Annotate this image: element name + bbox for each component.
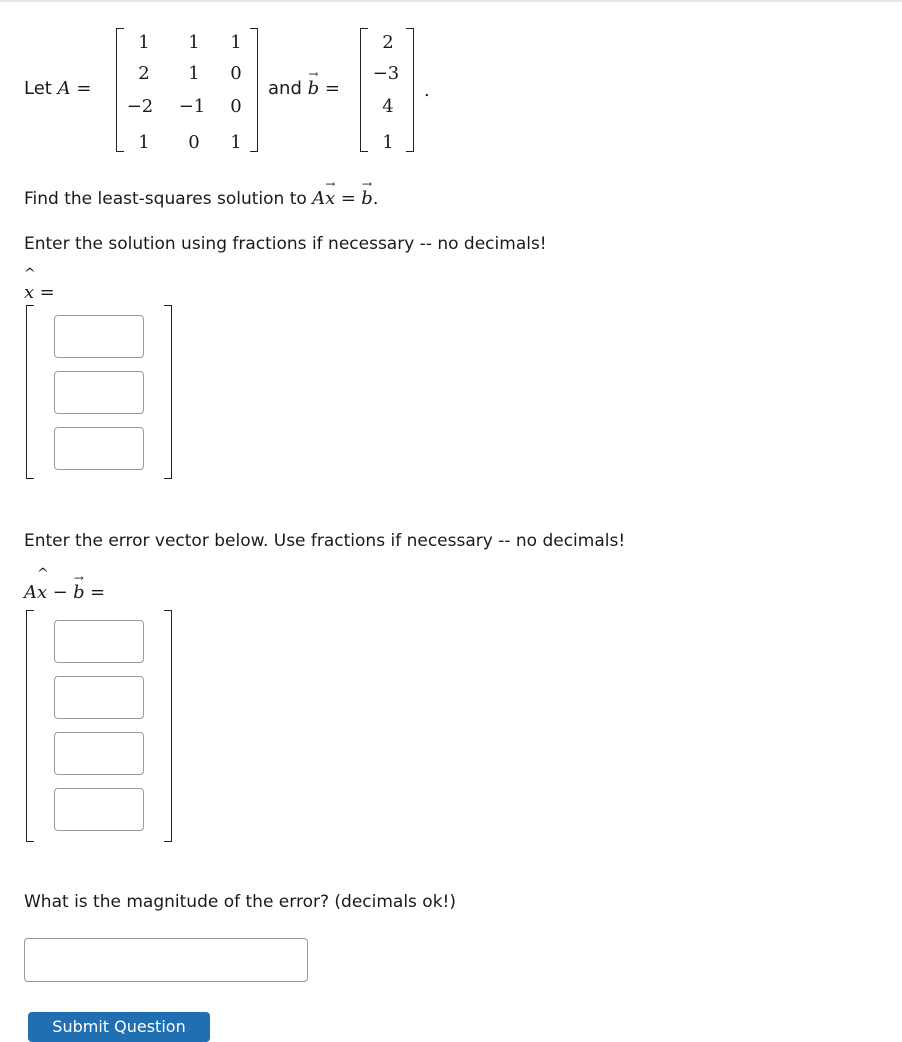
- matrix-a-cell: 0: [230, 96, 242, 117]
- q1-math-b-vector: → b: [361, 177, 373, 209]
- error-input-3[interactable]: [54, 732, 144, 775]
- and-text: and: [268, 78, 302, 99]
- equals-sign: =: [324, 78, 340, 99]
- x-hat-right-bracket: [164, 305, 172, 479]
- x-hat-letter: x: [24, 282, 35, 303]
- x-hat-left-bracket: [26, 305, 34, 479]
- error-input-1[interactable]: [54, 620, 144, 663]
- x-hat-equals: =: [39, 282, 55, 303]
- vector-b-left-bracket: [360, 28, 368, 152]
- let-text: Let: [24, 78, 52, 99]
- q1-math-x-vector: → x: [325, 177, 336, 209]
- matrix-a-cell: 2: [138, 63, 150, 84]
- error-left-bracket: [26, 610, 34, 842]
- vector-b-cell: 4: [382, 96, 394, 117]
- error-label-b-vector: → b: [73, 571, 85, 603]
- error-label-equals: =: [90, 582, 106, 603]
- matrix-a-cell: −2: [126, 96, 154, 117]
- q1-math-eq: =: [340, 188, 356, 209]
- q1-instruction: Enter the solution using fractions if necessary -- no decimals!: [24, 234, 547, 254]
- matrix-a-cell: 1: [138, 32, 150, 53]
- x-hat-input-2[interactable]: [54, 371, 144, 414]
- equals-sign: =: [76, 78, 92, 99]
- vector-b-letter: b: [307, 78, 320, 99]
- matrix-a-cell: 0: [188, 132, 200, 153]
- q2-instruction: Enter the error vector below. Use fractions if necessary -- no decimals!: [24, 531, 626, 551]
- x-hat-input-3[interactable]: [54, 427, 144, 470]
- error-label-b-letter: b: [73, 582, 85, 603]
- error-label-x-letter: x: [37, 582, 48, 603]
- q1-math-a: A: [312, 188, 326, 209]
- matrix-a-cell: 0: [230, 63, 242, 84]
- matrix-a-left-bracket: [116, 28, 124, 152]
- vector-b-cell: 2: [382, 32, 394, 53]
- x-hat-symbol: ^ x: [24, 266, 36, 303]
- matrix-a-cell: 1: [188, 63, 200, 84]
- q1-period: .: [372, 188, 379, 209]
- vector-b-symbol: → b: [307, 67, 320, 99]
- matrix-a-cell: 1: [230, 32, 242, 53]
- x-hat-label: [24, 266, 55, 303]
- error-input-2[interactable]: [54, 676, 144, 719]
- and-b-label: [268, 67, 340, 99]
- q3-question: What is the magnitude of the error? (decimals ok!): [24, 892, 456, 912]
- error-label-minus: −: [52, 582, 68, 603]
- top-divider: [0, 0, 902, 2]
- q1-prompt-text: Find the least-squares solution to: [24, 189, 307, 209]
- error-right-bracket: [164, 610, 172, 842]
- submit-question-button[interactable]: Submit Question: [28, 1012, 210, 1042]
- let-label: [24, 78, 91, 99]
- error-label-a: A: [24, 582, 37, 603]
- q1-math-x-letter: x: [325, 188, 336, 209]
- error-vector-label: [24, 566, 106, 603]
- error-magnitude-input[interactable]: [24, 938, 308, 982]
- x-hat-input-1[interactable]: [54, 315, 144, 358]
- matrix-a-symbol: A: [57, 78, 71, 99]
- vector-b-cell: 1: [382, 132, 394, 153]
- error-input-4[interactable]: [54, 788, 144, 831]
- q1-prompt: [24, 177, 379, 209]
- matrix-a-cell: 1: [138, 132, 150, 153]
- problem-period: .: [424, 80, 430, 101]
- matrix-a-cell: 1: [230, 132, 242, 153]
- vector-b-cell: −3: [372, 63, 400, 84]
- matrix-a-cell: −1: [178, 96, 206, 117]
- q1-math-b-letter: b: [361, 188, 373, 209]
- matrix-a-cell: 1: [188, 32, 200, 53]
- error-label-x-hat: ^ x: [37, 566, 49, 603]
